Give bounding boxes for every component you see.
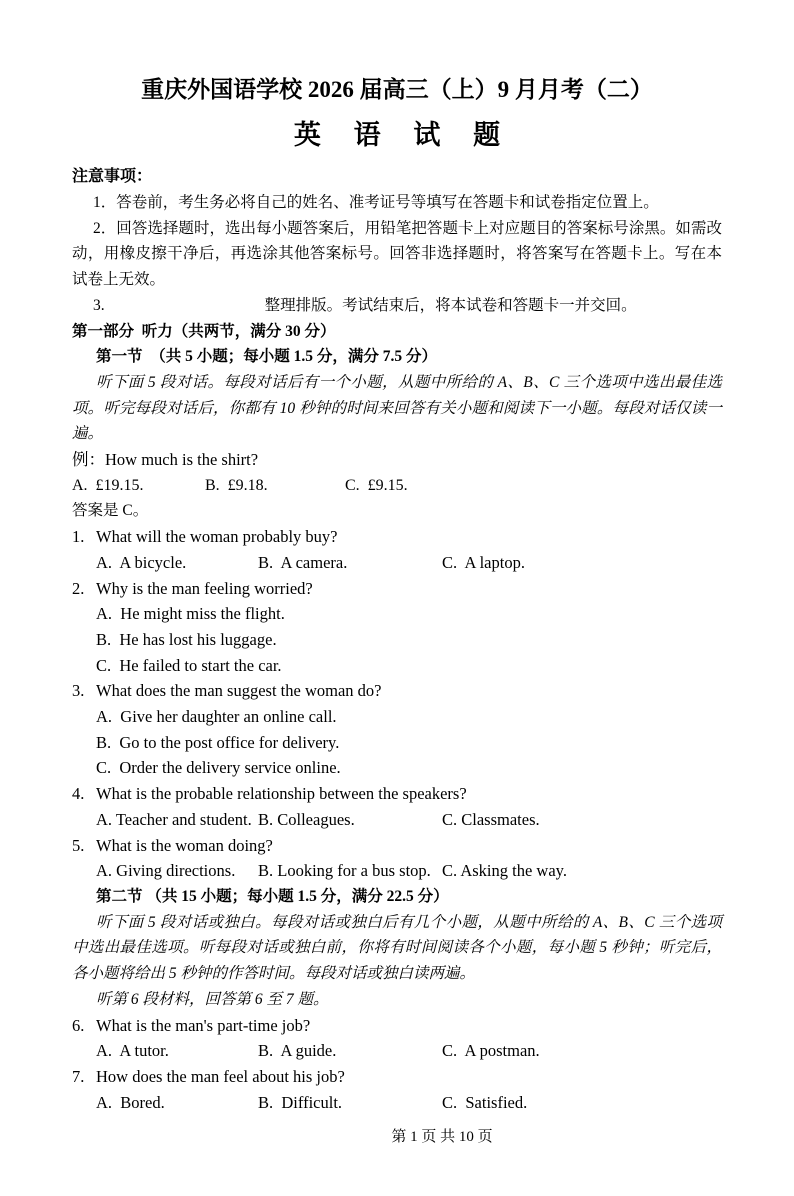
section2-material-note: 听第 6 段材料，回答第 6 至 7 题。 (96, 990, 329, 1008)
question-1-options-row (96, 550, 722, 576)
example-option-b: B. £9.18. (205, 476, 268, 494)
question-7-options-row (96, 1090, 722, 1116)
notice-item-3-number: 3. (93, 296, 105, 314)
question-5 (72, 833, 722, 859)
question-5-options-row (96, 858, 722, 884)
example-options-row (72, 473, 722, 499)
question-2-option-a: A. He might miss the flight. (96, 604, 285, 624)
question-7 (72, 1064, 722, 1090)
question-2-option-c: C. He failed to start the car. (96, 655, 282, 675)
page-footer (0, 1126, 794, 1148)
question-4-option-a: A. Teacher and student. (96, 809, 252, 829)
question-4-option-b: B. Colleagues. (258, 809, 355, 829)
question-4-text: What is the probable relationship between the speakers? (96, 784, 467, 804)
section2-heading: 第二节 （共 15 小题；每小题 1.5 分，满分 22.5 分） (96, 887, 449, 905)
example-option-a: A. £19.15. (72, 476, 144, 494)
question-3-option-a: A. Give her daughter an online call. (96, 707, 337, 727)
notice-item-2: 2．回答选择题时，选出每小题答案后，用铅笔把答题卡上对应题目的答案标号涂黑。如需改动，用橡皮擦干净后，再选涂其他答案标号。回答非选择题时，将答案写在答题卡上。写在本试卷上无效。 (72, 219, 722, 289)
question-4-options-row (96, 807, 722, 833)
page-number: 第 1 页 共 10 页 (391, 1129, 493, 1145)
example-option-c: C. £9.15. (345, 476, 408, 494)
question-5-text: What is the woman doing? (96, 835, 273, 855)
question-1-option-a: A. A bicycle. (96, 552, 187, 572)
question-5-option-a: A. Giving directions. (96, 861, 236, 881)
question-7-option-b: B. Difficult. (258, 1092, 343, 1112)
question-5-option-c: C. Asking the way. (442, 861, 567, 881)
question-6-text: What is the man's part-time job? (96, 1015, 311, 1035)
question-3-number: 3. (72, 681, 85, 701)
question-3-text: What does the man suggest the woman do? (96, 681, 382, 701)
section1-instructions: 听下面 5 段对话。每段对话后有一个小题，从题中所给的 A、B、C 三个选项中选出最佳选项。听完每段对话后，你都有 10 秒钟的时间来回答有关小题和阅读下一小题。每段对话仅读一遍。 (72, 373, 722, 443)
question-4-option-c: C. Classmates. (442, 809, 540, 829)
question-1-option-c: C. A laptop. (442, 552, 525, 572)
doc-subtitle: 英 语 试 题 (293, 120, 514, 150)
question-3-option-c: C. Order the delivery service online. (96, 758, 341, 778)
question-2-number: 2. (72, 578, 85, 598)
question-5-number: 5. (72, 835, 85, 855)
notice-item-3 (72, 293, 722, 319)
question-1-option-b: B. A camera. (258, 552, 348, 572)
question-2-text: Why is the man feeling worried? (96, 578, 313, 598)
question-3-option-b: B. Go to the post office for delivery. (96, 732, 340, 752)
question-1-text: What will the woman probably buy? (96, 527, 338, 547)
notice-item-1: 1．答卷前，考生务必将自己的姓名、准考证号等填写在答题卡和试卷指定位置上。 (93, 194, 659, 211)
question-6-option-b: B. A guide. (258, 1041, 337, 1061)
question-2-option-b: B. He has lost his luggage. (96, 629, 277, 649)
part1-heading: 第一部分 听力（共两节，满分 30 分） (72, 322, 336, 340)
question-3 (72, 678, 722, 704)
question-4 (72, 781, 722, 807)
example-prompt: 例：How much is the shirt? (72, 450, 259, 470)
example-answer-note: 答案是 C。 (72, 502, 149, 520)
question-2 (72, 576, 722, 602)
question-7-option-a: A. Bored. (96, 1092, 165, 1112)
section1-heading: 第一节 （共 5 小题；每小题 1.5 分，满分 7.5 分） (96, 348, 438, 366)
question-1-number: 1. (72, 527, 85, 547)
question-7-number: 7. (72, 1066, 85, 1086)
question-7-text: How does the man feel about his job? (96, 1066, 345, 1086)
question-6-options-row (96, 1038, 722, 1064)
notice-item-3-text: 整理排版。考试结束后，将本试卷和答题卡一并交回。 (264, 296, 637, 314)
question-6-option-c: C. A postman. (442, 1041, 540, 1061)
question-6 (72, 1013, 722, 1039)
question-6-number: 6. (72, 1015, 85, 1035)
exam-paper-page (0, 74, 794, 1115)
question-1 (72, 524, 722, 550)
section2-instructions: 听下面 5 段对话或独白。每段对话或独白后有几个小题，从题中所给的 A、B、C 三个选项中选出最佳选项。听每段对话或独白前，你将有时间阅读各个小题，每小题 5 秒钟；听完后，各小题将给出 5 秒钟的作答时间。每段对话或独白读两遍。 (72, 913, 722, 983)
notice-heading: 注意事项： (72, 168, 153, 185)
question-6-option-a: A. A tutor. (96, 1041, 169, 1061)
question-4-number: 4. (72, 784, 85, 804)
doc-title: 重庆外国语学校 2026 届高三（上）9 月月考（二） (141, 77, 653, 102)
question-7-option-c: C. Satisfied. (442, 1092, 528, 1112)
question-5-option-b: B. Looking for a bus stop. (258, 861, 431, 881)
